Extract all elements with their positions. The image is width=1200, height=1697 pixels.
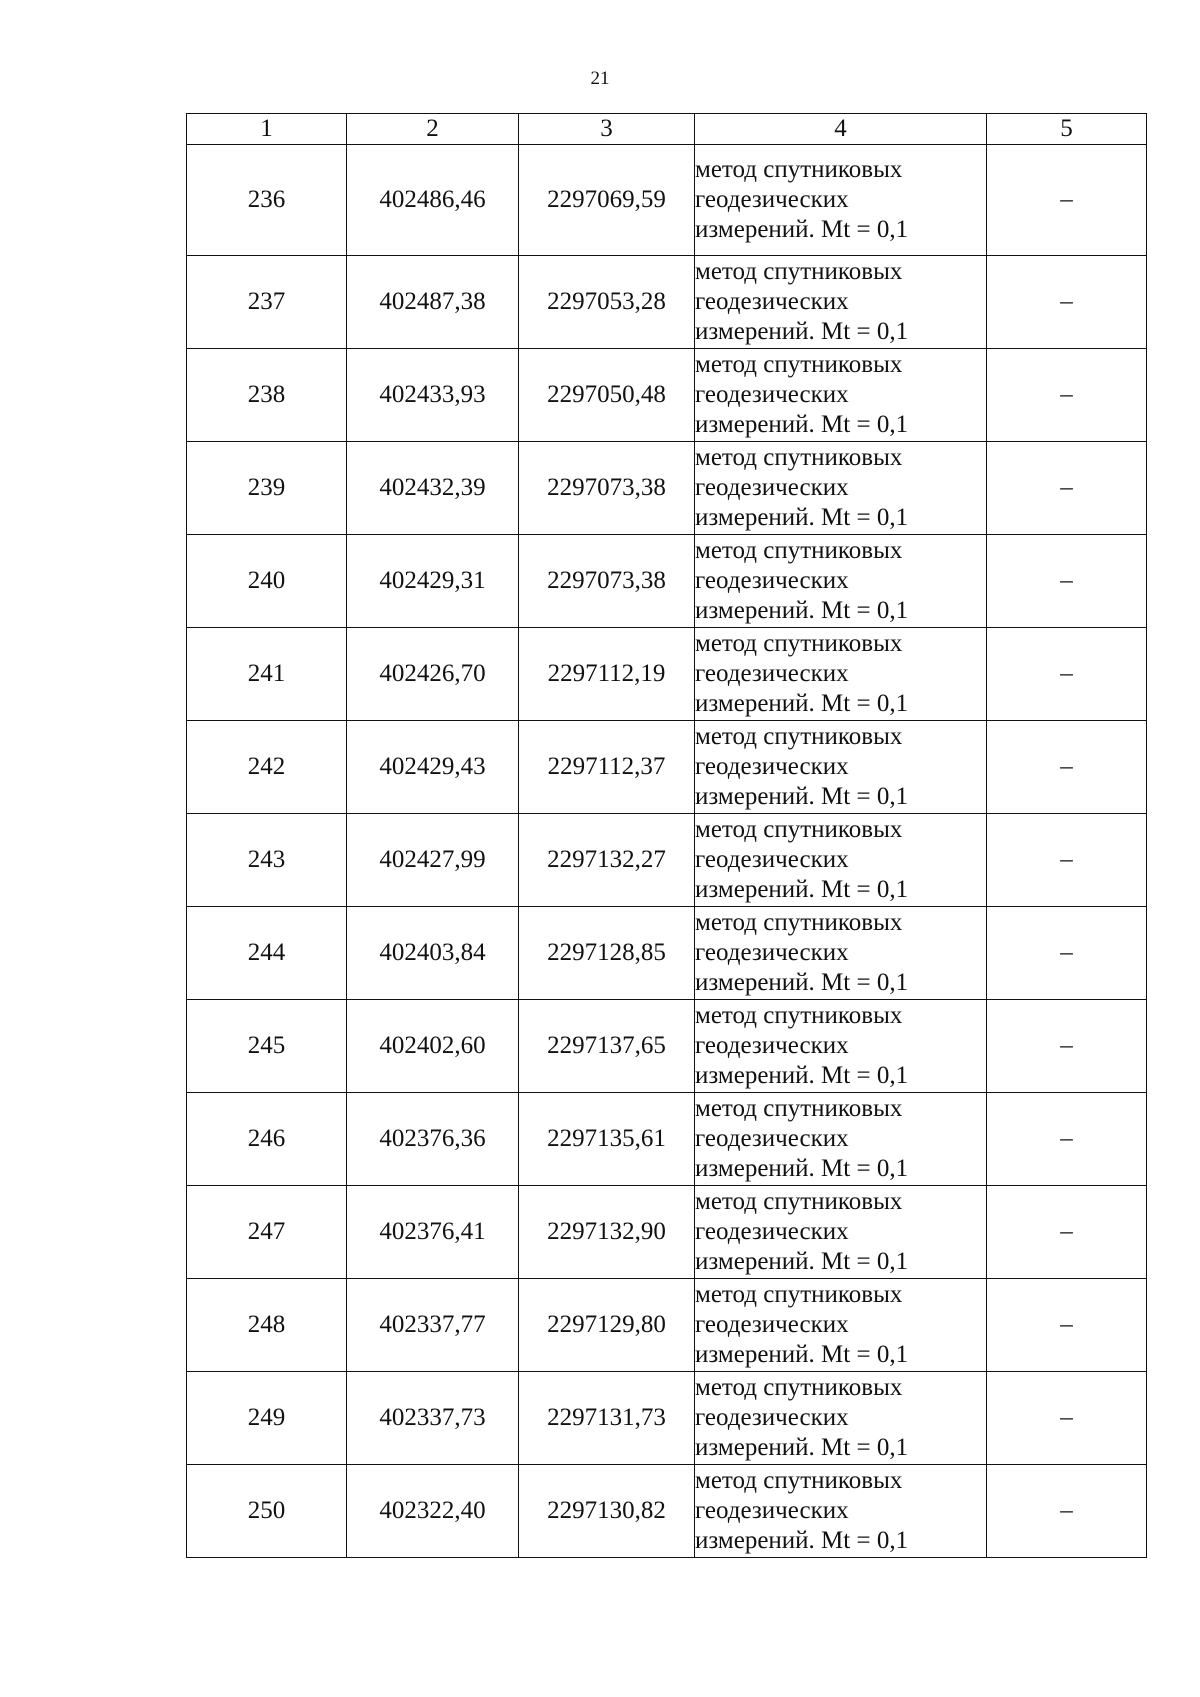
table-row bbox=[187, 1093, 1147, 1186]
table-row bbox=[187, 349, 1147, 442]
method-cell bbox=[695, 349, 987, 442]
method-cell bbox=[695, 1000, 987, 1093]
x-coordinate-cell: 402426,70 bbox=[347, 628, 519, 721]
x-coordinate-cell: 402337,77 bbox=[347, 1279, 519, 1372]
table-row bbox=[187, 1465, 1147, 1558]
point-number-cell: 236 bbox=[187, 145, 347, 256]
description-cell: – bbox=[987, 1093, 1147, 1186]
method-line-2: геодезических bbox=[695, 1218, 849, 1245]
method-cell bbox=[695, 1186, 987, 1279]
method-line-3: измерений. Mt = 0,1 bbox=[695, 1155, 909, 1182]
method-line-2: геодезических bbox=[695, 186, 849, 213]
point-number-cell: 245 bbox=[187, 1000, 347, 1093]
method-cell bbox=[695, 145, 987, 256]
point-number-cell: 240 bbox=[187, 535, 347, 628]
method-line-1: метод спутниковых bbox=[695, 909, 903, 936]
column-header-1: 1 bbox=[187, 114, 347, 145]
table-row bbox=[187, 628, 1147, 721]
x-coordinate-cell: 402487,38 bbox=[347, 256, 519, 349]
method-line-3: измерений. Mt = 0,1 bbox=[695, 876, 909, 903]
column-header-4: 4 bbox=[695, 114, 987, 145]
page-number: 21 bbox=[590, 68, 610, 89]
point-number-cell: 237 bbox=[187, 256, 347, 349]
method-line-2: геодезических bbox=[695, 1404, 849, 1431]
column-header-3: 3 bbox=[519, 114, 695, 145]
method-cell bbox=[695, 1465, 987, 1558]
method-line-2: геодезических bbox=[695, 1032, 849, 1059]
y-coordinate-cell: 2297112,37 bbox=[519, 721, 695, 814]
method-cell bbox=[695, 535, 987, 628]
table-row bbox=[187, 721, 1147, 814]
coordinates-table bbox=[186, 113, 1147, 1558]
method-line-3: измерений. Mt = 0,1 bbox=[695, 318, 909, 345]
method-line-2: геодезических bbox=[695, 939, 849, 966]
table-row bbox=[187, 145, 1147, 256]
method-line-1: метод спутниковых bbox=[695, 1467, 903, 1494]
y-coordinate-cell: 2297128,85 bbox=[519, 907, 695, 1000]
x-coordinate-cell: 402403,84 bbox=[347, 907, 519, 1000]
method-cell bbox=[695, 1279, 987, 1372]
method-cell bbox=[695, 442, 987, 535]
method-line-2: геодезических bbox=[695, 846, 849, 873]
method-line-3: измерений. Mt = 0,1 bbox=[695, 411, 909, 438]
y-coordinate-cell: 2297053,28 bbox=[519, 256, 695, 349]
method-line-1: метод спутниковых bbox=[695, 816, 903, 843]
method-line-3: измерений. Mt = 0,1 bbox=[695, 216, 909, 243]
point-number-cell: 249 bbox=[187, 1372, 347, 1465]
x-coordinate-cell: 402429,31 bbox=[347, 535, 519, 628]
y-coordinate-cell: 2297069,59 bbox=[519, 145, 695, 256]
method-line-3: измерений. Mt = 0,1 bbox=[695, 1434, 909, 1461]
column-header-2: 2 bbox=[347, 114, 519, 145]
point-number-cell: 244 bbox=[187, 907, 347, 1000]
method-line-1: метод спутниковых bbox=[695, 1095, 903, 1122]
y-coordinate-cell: 2297050,48 bbox=[519, 349, 695, 442]
method-cell bbox=[695, 814, 987, 907]
description-cell: – bbox=[987, 535, 1147, 628]
method-line-1: метод спутниковых bbox=[695, 258, 903, 285]
method-line-1: метод спутниковых bbox=[695, 1188, 903, 1215]
point-number-cell: 248 bbox=[187, 1279, 347, 1372]
description-cell: – bbox=[987, 1186, 1147, 1279]
table-row bbox=[187, 535, 1147, 628]
x-coordinate-cell: 402432,39 bbox=[347, 442, 519, 535]
description-cell: – bbox=[987, 256, 1147, 349]
method-line-3: измерений. Mt = 0,1 bbox=[695, 597, 909, 624]
y-coordinate-cell: 2297137,65 bbox=[519, 1000, 695, 1093]
description-cell: – bbox=[987, 442, 1147, 535]
method-line-1: метод спутниковых bbox=[695, 723, 903, 750]
header-row bbox=[187, 114, 1147, 145]
x-coordinate-cell: 402322,40 bbox=[347, 1465, 519, 1558]
point-number-cell: 247 bbox=[187, 1186, 347, 1279]
y-coordinate-cell: 2297132,27 bbox=[519, 814, 695, 907]
description-cell: – bbox=[987, 1000, 1147, 1093]
point-number-cell: 238 bbox=[187, 349, 347, 442]
method-cell bbox=[695, 256, 987, 349]
y-coordinate-cell: 2297073,38 bbox=[519, 535, 695, 628]
y-coordinate-cell: 2297073,38 bbox=[519, 442, 695, 535]
method-cell bbox=[695, 628, 987, 721]
method-line-1: метод спутниковых bbox=[695, 1374, 903, 1401]
point-number-cell: 243 bbox=[187, 814, 347, 907]
description-cell: – bbox=[987, 907, 1147, 1000]
description-cell: – bbox=[987, 1372, 1147, 1465]
point-number-cell: 239 bbox=[187, 442, 347, 535]
x-coordinate-cell: 402402,60 bbox=[347, 1000, 519, 1093]
method-line-2: геодезических bbox=[695, 567, 849, 594]
table-row bbox=[187, 256, 1147, 349]
point-number-cell: 241 bbox=[187, 628, 347, 721]
method-line-3: измерений. Mt = 0,1 bbox=[695, 1341, 909, 1368]
method-line-1: метод спутниковых bbox=[695, 1002, 903, 1029]
point-number-cell: 242 bbox=[187, 721, 347, 814]
description-cell: – bbox=[987, 628, 1147, 721]
x-coordinate-cell: 402433,93 bbox=[347, 349, 519, 442]
x-coordinate-cell: 402427,99 bbox=[347, 814, 519, 907]
table-row bbox=[187, 1372, 1147, 1465]
method-line-1: метод спутниковых bbox=[695, 1281, 903, 1308]
method-line-2: геодезических bbox=[695, 381, 849, 408]
method-line-2: геодезических bbox=[695, 753, 849, 780]
method-line-3: измерений. Mt = 0,1 bbox=[695, 1248, 909, 1275]
point-number-cell: 246 bbox=[187, 1093, 347, 1186]
y-coordinate-cell: 2297130,82 bbox=[519, 1465, 695, 1558]
method-line-1: метод спутниковых bbox=[695, 537, 903, 564]
method-cell bbox=[695, 1093, 987, 1186]
method-line-2: геодезических bbox=[695, 288, 849, 315]
method-cell bbox=[695, 907, 987, 1000]
description-cell: – bbox=[987, 349, 1147, 442]
table-row bbox=[187, 442, 1147, 535]
x-coordinate-cell: 402376,41 bbox=[347, 1186, 519, 1279]
x-coordinate-cell: 402376,36 bbox=[347, 1093, 519, 1186]
y-coordinate-cell: 2297135,61 bbox=[519, 1093, 695, 1186]
method-line-3: измерений. Mt = 0,1 bbox=[695, 969, 909, 996]
y-coordinate-cell: 2297131,73 bbox=[519, 1372, 695, 1465]
method-line-1: метод спутниковых bbox=[695, 351, 903, 378]
y-coordinate-cell: 2297129,80 bbox=[519, 1279, 695, 1372]
table-row bbox=[187, 814, 1147, 907]
method-line-2: геодезических bbox=[695, 1311, 849, 1338]
x-coordinate-cell: 402337,73 bbox=[347, 1372, 519, 1465]
method-line-3: измерений. Mt = 0,1 bbox=[695, 783, 909, 810]
method-line-3: измерений. Mt = 0,1 bbox=[695, 690, 909, 717]
table-row bbox=[187, 907, 1147, 1000]
description-cell: – bbox=[987, 145, 1147, 256]
method-line-2: геодезических bbox=[695, 660, 849, 687]
description-cell: – bbox=[987, 1279, 1147, 1372]
table-row bbox=[187, 1000, 1147, 1093]
table-body bbox=[187, 145, 1147, 1558]
point-number-cell: 250 bbox=[187, 1465, 347, 1558]
column-header-5: 5 bbox=[987, 114, 1147, 145]
description-cell: – bbox=[987, 814, 1147, 907]
y-coordinate-cell: 2297132,90 bbox=[519, 1186, 695, 1279]
method-line-2: геодезических bbox=[695, 1497, 849, 1524]
description-cell: – bbox=[987, 721, 1147, 814]
method-cell bbox=[695, 721, 987, 814]
y-coordinate-cell: 2297112,19 bbox=[519, 628, 695, 721]
table-row bbox=[187, 1279, 1147, 1372]
method-line-3: измерений. Mt = 0,1 bbox=[695, 1527, 909, 1554]
method-line-1: метод спутниковых bbox=[695, 156, 903, 183]
method-cell bbox=[695, 1372, 987, 1465]
description-cell: – bbox=[987, 1465, 1147, 1558]
x-coordinate-cell: 402429,43 bbox=[347, 721, 519, 814]
method-line-1: метод спутниковых bbox=[695, 630, 903, 657]
x-coordinate-cell: 402486,46 bbox=[347, 145, 519, 256]
method-line-1: метод спутниковых bbox=[695, 444, 903, 471]
table-row bbox=[187, 1186, 1147, 1279]
method-line-2: геодезических bbox=[695, 1125, 849, 1152]
method-line-3: измерений. Mt = 0,1 bbox=[695, 1062, 909, 1089]
method-line-3: измерений. Mt = 0,1 bbox=[695, 504, 909, 531]
method-line-2: геодезических bbox=[695, 474, 849, 501]
